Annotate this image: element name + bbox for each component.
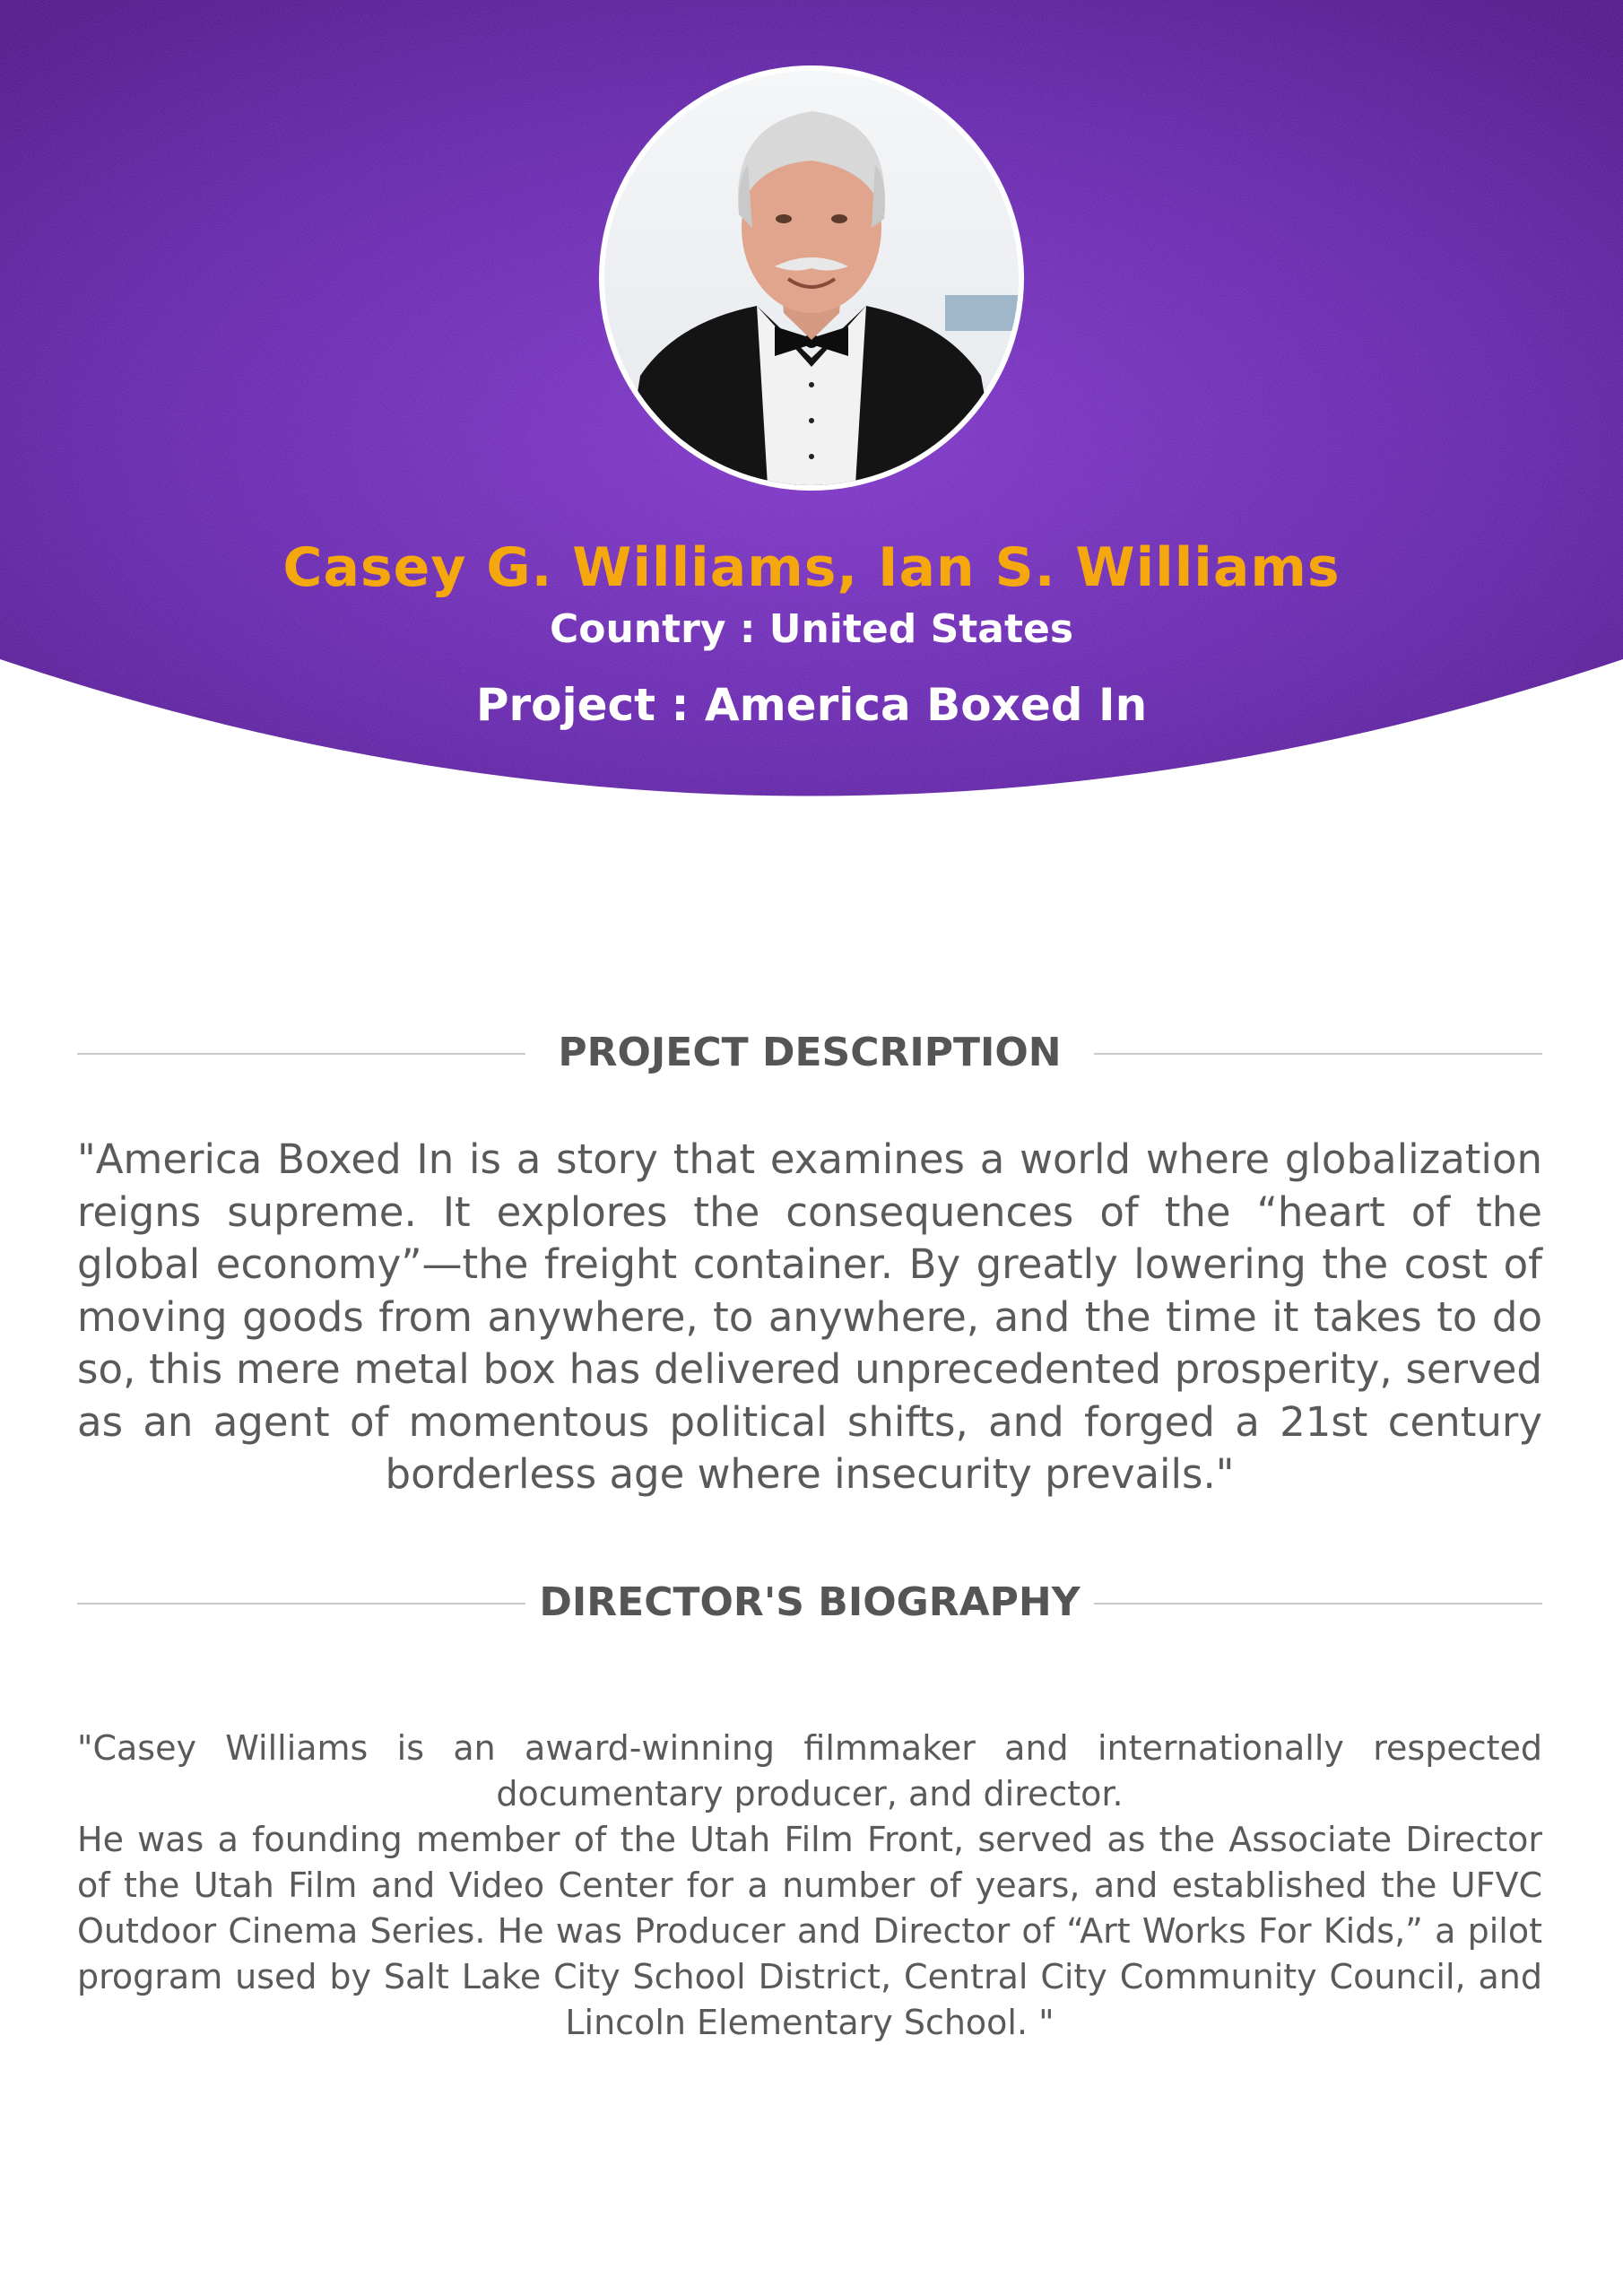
- project-title: Project : America Boxed In: [475, 679, 1148, 731]
- biography-paragraph-2: He was a founding member of the Utah Film Front, served as the Associate Director of the Utah Film and Video Center for a number of years, and established the UFVC Outdoor Cinema Series. He was Producer and Director of “Art Works For Kids,” a pilot program used by Salt Lake City School District, Central City Community Council, and Lincoln Elementary School. ": [77, 1820, 1542, 2042]
- director-names: Casey G. Williams, Ian S. Williams: [282, 536, 1341, 599]
- heading-divider-left: [77, 1603, 525, 1605]
- project-description-heading-row: [77, 1022, 1542, 1084]
- director-photo: [599, 65, 1024, 491]
- biography-paragraph-1: "Casey Williams is an award-winning filmmaker and internationally respected documentary producer, and director.: [77, 1728, 1542, 1813]
- project-description-text: "America Boxed In is a story that examines a world where globalization reigns supreme. It explores the consequences of the “heart of the global economy”—the freight container. By greatly lowering the cost of moving goods from anywhere, to anywhere, and the time it takes to do so, this mere metal box has delivered unprecedented prosperity, served as an agent of momentous political shifts, and forged a 21st century borderless age where insecurity prevails.": [77, 1135, 1542, 1498]
- header-banner: [0, 0, 1623, 816]
- project-description-heading: PROJECT DESCRIPTION: [558, 1030, 1062, 1075]
- heading-divider-left: [77, 1053, 525, 1055]
- portrait-illustration: [604, 71, 1019, 485]
- heading-divider-right: [1094, 1603, 1542, 1605]
- biography-heading-row: [77, 1571, 1542, 1634]
- country-label: Country : United States: [549, 606, 1074, 652]
- heading-divider-right: [1094, 1053, 1542, 1055]
- biography-heading: DIRECTOR'S BIOGRAPHY: [539, 1579, 1081, 1625]
